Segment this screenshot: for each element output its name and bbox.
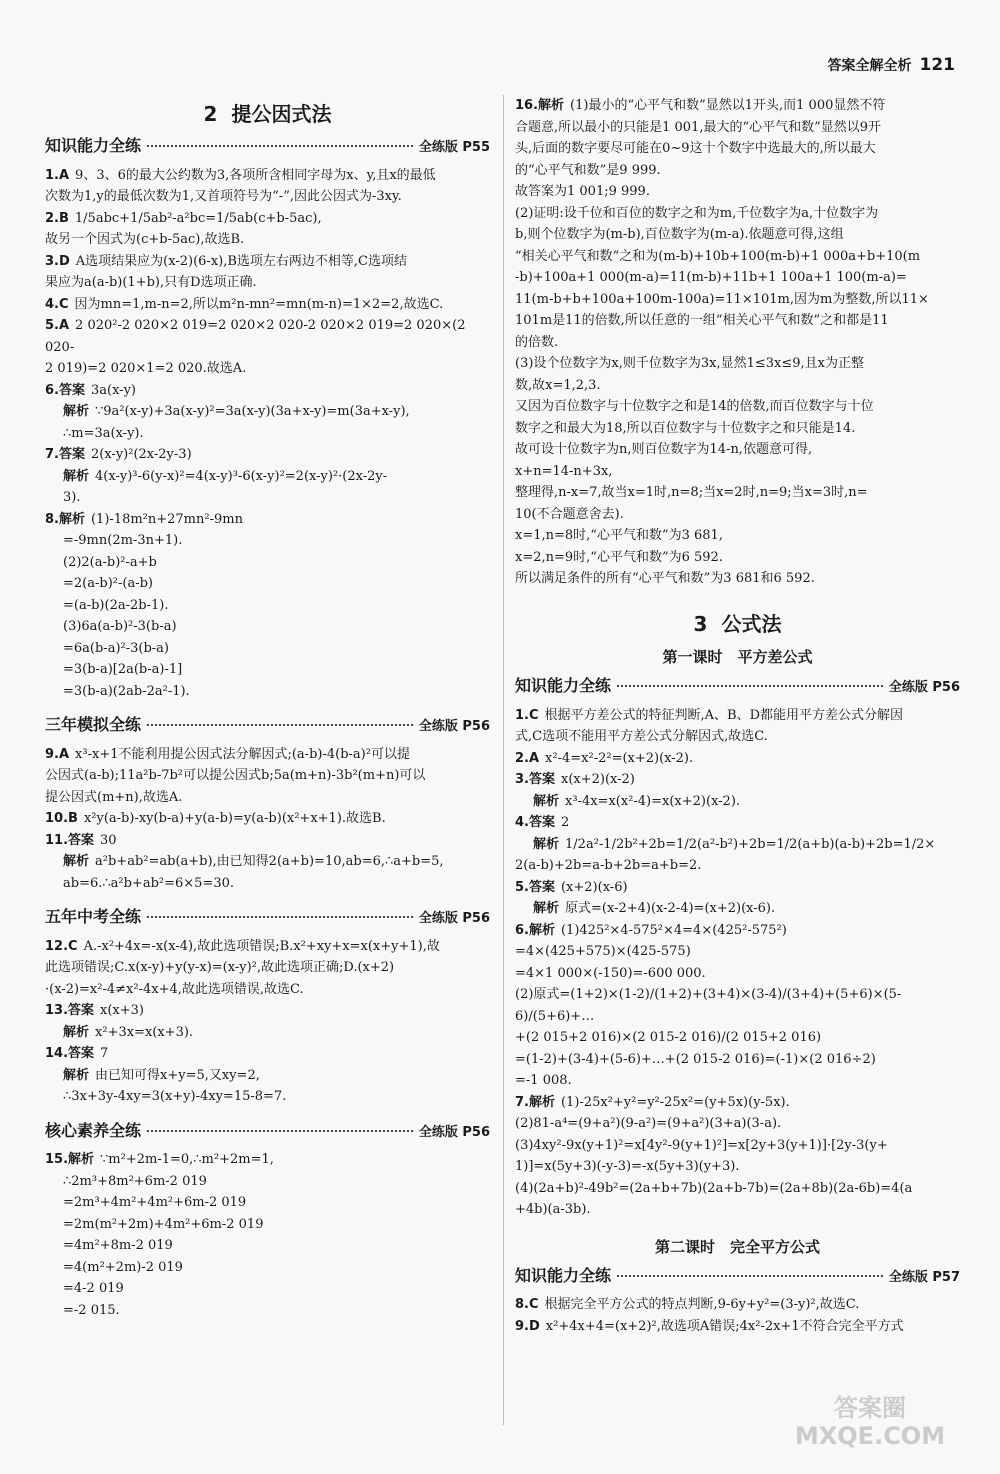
- answer-line: [45, 315, 490, 358]
- answer-label: 9.D: [515, 1318, 540, 1334]
- answer-line: [515, 1070, 960, 1092]
- answer-line: [45, 1214, 490, 1236]
- answer-line: [45, 1235, 490, 1257]
- answer-line: [515, 160, 960, 182]
- answer-text: 果应为a(a-b)(1+b),只有D选项正确.: [45, 275, 257, 290]
- answer-line: [515, 482, 960, 504]
- answer-label: 10.B: [45, 811, 78, 826]
- answer-text: =(a-b)(2a-2b-1).: [63, 597, 169, 613]
- answer-text: x(x+2)(x-2): [560, 772, 635, 787]
- answer-line: [515, 1156, 960, 1178]
- answer-line: [45, 659, 490, 681]
- section-page-ref: 全练版 P57: [888, 1269, 960, 1285]
- answer-text: 此选项错误;C.x(x-y)+y(y-x)=(x-y)²,故此选项正确;D.(x+2): [45, 960, 395, 975]
- section-title: 核心素养全练: [45, 1120, 142, 1140]
- answer-text: (x+2)(x-6): [560, 879, 628, 895]
- answer-text: A选项结果应为(x-2)(6-x),B选项左右两边不相等,C选项结: [75, 253, 407, 269]
- answer-text: ∵m²+2m-1=0,∴m²+2m=1,: [100, 1152, 274, 1167]
- right-column-top: [515, 95, 960, 590]
- answer-line: [515, 547, 960, 569]
- answer-text: 故另一个因式为(c+b-5ac),故选B.: [45, 232, 245, 247]
- answer-line: [515, 203, 960, 225]
- answer-line: [45, 530, 490, 552]
- answer-line: [515, 375, 960, 397]
- answer-label: 解析: [533, 836, 560, 852]
- answer-text: =4×(425+575)×(425-575): [515, 944, 691, 959]
- answer-line: [45, 1149, 490, 1171]
- answer-text: x³-x+1不能利用提公因式法分解因式;(a-b)-4(b-a)²可以提: [75, 746, 410, 762]
- answer-text: 101m是11的倍数,所以任意的一组“相关心平气和数”之和都是11: [515, 313, 889, 328]
- answer-line: [45, 936, 490, 958]
- answer-text: =4-2 019: [63, 1281, 124, 1296]
- answer-text: -b)+100a+1 000(m-a)=11(m-b)+11b+1 100a+1 100(m-a)=: [515, 270, 907, 285]
- answer-line: [45, 423, 490, 445]
- lesson-1-title: 第一课时 平方差公式: [662, 648, 813, 666]
- answer-label: 11.答案: [45, 832, 95, 848]
- section-heading: [45, 1120, 490, 1144]
- answer-line: [515, 461, 960, 483]
- answer-text: 的倍数.: [515, 334, 559, 350]
- answer-text: 数字之和最大为18,所以百位数字与十位数字之和只能是14.: [515, 420, 856, 436]
- answer-text: 的“心平气和数”是9 999.: [515, 162, 661, 178]
- section-title: 知识能力全练: [515, 676, 612, 695]
- answer-line: [515, 224, 960, 246]
- answer-line: [45, 1171, 490, 1193]
- answer-line: [45, 444, 490, 466]
- answer-line: [515, 984, 960, 1027]
- answer-text: 所以满足条件的所有“心平气和数”为3 681和6 592.: [515, 571, 815, 586]
- answer-text: “相关心平气和数”之和为(m-b)+10b+100(m-b)+1 000a+b+10(m: [515, 248, 921, 264]
- answer-line: [45, 851, 490, 873]
- answer-line: [515, 568, 960, 590]
- answer-text: =-1 008.: [515, 1073, 572, 1088]
- answer-text: +(2 015+2 016)×(2 015-2 016)/(2 015+2 016): [515, 1030, 822, 1045]
- answer-text: 1/2a²-1/2b²+2b=1/2(a²-b²)+2b=1/2(a+b)(a-b)+2b=1/2×: [565, 836, 936, 852]
- section-heading: [515, 675, 960, 699]
- answer-text: 2 019)=2 020×1=2 020.故选A.: [45, 361, 247, 376]
- answer-text: =(1-2)+(3-4)+(5-6)+…+(2 015-2 016)=(-1)×(2 016÷2): [515, 1051, 876, 1067]
- answer-label: 3.D: [45, 253, 70, 269]
- answer-label: 解析: [63, 1067, 90, 1083]
- spacer: [45, 1108, 490, 1114]
- answer-line: [515, 834, 960, 856]
- answer-text: 30: [100, 832, 117, 848]
- answer-line: [515, 439, 960, 461]
- answer-text: 4(x-y)³-6(y-x)²=4(x-y)³-6(x-y)²=2(x-y)²·(2x-2y-: [95, 468, 388, 484]
- answer-line: [45, 165, 490, 187]
- answer-line: [515, 705, 960, 727]
- answer-text: x(x+3): [100, 1003, 145, 1018]
- answer-line: [515, 1199, 960, 1221]
- answer-text: (1)-25x²+y²=y²-25x²=(y+5x)(y-5x).: [560, 1094, 790, 1110]
- answer-label: 5.A: [45, 318, 70, 333]
- answer-line: [515, 1113, 960, 1135]
- answer-line: [515, 138, 960, 160]
- answer-line: [515, 898, 960, 920]
- answer-line: [45, 229, 490, 251]
- answer-text: A.-x²+4x=-x(x-4),故此选项错误;B.x²+xy+x=x(x+y+1),故: [83, 938, 440, 954]
- answer-label: 13.答案: [45, 1003, 95, 1018]
- answer-text: 故可设十位数字为n,则百位数字为14-n,依题意可得,: [515, 442, 813, 457]
- answer-line: [45, 1300, 490, 1322]
- answer-text: 头,后面的数字要尽可能在0~9这十个数字中选最大的,所以最大: [515, 141, 876, 156]
- header-title: 答案全解全析: [827, 58, 912, 74]
- section-page-ref: 全练版 P56: [418, 719, 490, 734]
- answer-label: 解析: [63, 468, 90, 484]
- answer-label: 解析: [63, 1024, 90, 1040]
- page-header: [555, 55, 955, 78]
- answer-text: 又因为百位数字与十位数字之和是14的倍数,而百位数字与十位: [515, 399, 874, 414]
- answer-label: 1.C: [515, 707, 539, 723]
- answer-line: [515, 1135, 960, 1157]
- answer-label: 解析: [63, 854, 90, 869]
- answer-line: [45, 1086, 490, 1108]
- answer-text: a²b+ab²=ab(a+b),由已知得2(a+b)=10,ab=6,∴a+b=5,: [95, 854, 444, 869]
- right-column-bottom: [515, 605, 960, 1337]
- answer-text: 7: [100, 1046, 109, 1061]
- answer-text: x=1,n=8时,“心平气和数”为3 681,: [515, 528, 723, 543]
- answer-text: =3(b-a)(2ab-2a²-1).: [63, 683, 190, 699]
- answer-text: x+n=14-n+3x,: [515, 463, 613, 479]
- answer-line: [515, 748, 960, 770]
- answer-line: [515, 941, 960, 963]
- answer-line: [45, 638, 490, 660]
- answer-label: 14.答案: [45, 1046, 95, 1061]
- answer-line: [45, 808, 490, 830]
- answer-label: 15.解析: [45, 1152, 95, 1167]
- answer-text: 由已知可得x+y=5,又xy=2,: [95, 1067, 260, 1083]
- answer-text: 1/5abc+1/5ab²-a²bc=1/5ab(c+b-5ac),: [74, 210, 322, 226]
- answer-line: [515, 418, 960, 440]
- answer-line: [45, 487, 490, 509]
- answer-line: [45, 830, 490, 852]
- section-page-ref: 全练版 P56: [888, 680, 960, 695]
- answer-label: 4.C: [45, 296, 69, 312]
- answer-line: [45, 1022, 490, 1044]
- answer-text: =-2 015.: [63, 1302, 120, 1318]
- section-title: 三年模拟全练: [45, 715, 142, 734]
- answer-text: ∴3x+3y-4xy=3(x+y)-4xy=15-8=7.: [63, 1089, 287, 1104]
- answer-label: 7.答案: [45, 447, 85, 462]
- section-title: 知识能力全练: [515, 1265, 612, 1285]
- answer-text: 2(x-y)²(2x-2y-3): [90, 447, 192, 462]
- answer-line: [45, 787, 490, 809]
- answer-line: [515, 769, 960, 791]
- answer-label: 1.A: [45, 167, 70, 183]
- answer-line: [45, 573, 490, 595]
- section-heading: [45, 135, 490, 159]
- spacer: [45, 702, 490, 708]
- answer-text: ·(x-2)=x²-4≠x²-4x+4,故此选项错误,故选C.: [45, 981, 304, 997]
- spacer: [45, 894, 490, 900]
- answer-line: [45, 979, 490, 1001]
- answer-text: =4m²+8m-2 019: [63, 1238, 173, 1253]
- right-section-2: [515, 1265, 960, 1338]
- page-number: 121: [919, 55, 955, 75]
- answer-line: [45, 765, 490, 787]
- answer-text: 数,故x=1,2,3.: [515, 377, 601, 393]
- left-sections: [45, 135, 490, 1321]
- answer-line: [45, 466, 490, 488]
- answer-line: [515, 1027, 960, 1049]
- answer-text: =-9mn(2m-3n+1).: [63, 533, 183, 548]
- problem-16-solution: [515, 95, 960, 590]
- answer-text: (1)最小的“心平气和数”显然以1开头,而1 000显然不符: [570, 98, 886, 113]
- answer-line: [45, 186, 490, 208]
- answer-text: x²+4x+4=(x+2)²,故选项A错误;4x²-2x+1不符合完全平方式: [545, 1318, 904, 1334]
- answer-text: ∵9a²(x-y)+3a(x-y)²=3a(x-y)(3a+x-y)=m(3a+x-y),: [95, 404, 410, 419]
- answer-line: [515, 963, 960, 985]
- answer-label: 解析: [533, 901, 560, 916]
- dotted-leader: [147, 145, 413, 147]
- answer-text: 合题意,所以最小的只能是1 001,最大的“心平气和数”显然以9开: [515, 119, 882, 135]
- answer-text: (4)(2a+b)²-49b²=(2a+b+7b)(2a+b-7b)=(2a+8b)(2a-6b)=4(a: [515, 1180, 913, 1196]
- answer-text: 故答案为1 001;9 999.: [515, 184, 650, 199]
- answer-text: =2m(m²+2m)+4m²+6m-2 019: [63, 1216, 264, 1232]
- answer-text: (1)-18m²n+27mn²-9mn: [90, 511, 243, 527]
- answer-text: 2(a-b)+2b=a-b+2b=a+b=2.: [515, 858, 702, 873]
- watermark-logo: 答案圈 MXQE.COM: [794, 1394, 946, 1450]
- answer-label: 9.A: [45, 746, 70, 762]
- section-heading: [45, 906, 490, 930]
- answer-line: [515, 920, 960, 942]
- answer-line: [45, 1257, 490, 1279]
- answer-text: 2: [560, 815, 570, 830]
- answer-line: [45, 616, 490, 638]
- answer-text: x=2,n=9时,“心平气和数”为6 592.: [515, 549, 723, 565]
- answer-text: 原式=(x-2+4)(x-2-4)=(x+2)(x-6).: [565, 901, 776, 916]
- answer-text: 3a(x-y): [90, 382, 136, 398]
- answer-line: [45, 251, 490, 273]
- answer-line: [515, 1178, 960, 1200]
- answer-text: 10(不合题意舍去).: [515, 506, 624, 522]
- answer-text: 整理得,n-x=7,故当x=1时,n=8;当x=2时,n=9;当x=3时,n=: [515, 485, 868, 500]
- column-divider: [503, 95, 504, 1425]
- answer-label: 12.C: [45, 938, 78, 954]
- answer-line: [515, 267, 960, 289]
- answer-line: [45, 552, 490, 574]
- answer-text: b,则个位数字为(m-b),百位数字为(m-a).依题意可得,这组: [515, 227, 844, 242]
- answer-line: [515, 95, 960, 117]
- answer-text: 因为mn=1,m-n=2,所以m²n-mn²=mn(m-n)=1×2=2,故选C.: [74, 296, 444, 312]
- answer-text: =2(a-b)²-(a-b): [63, 576, 153, 591]
- dotted-leader: [617, 685, 883, 687]
- answer-line: [45, 272, 490, 294]
- answer-line: [45, 208, 490, 230]
- section-title: 五年中考全练: [45, 907, 142, 926]
- answer-text: (1)425²×4-575²×4=4×(425²-575²): [560, 922, 787, 938]
- dotted-leader: [147, 724, 413, 726]
- answer-text: 式,C选项不能用平方差公式分解因式,故选C.: [515, 729, 768, 744]
- answer-text: x³-4x=x(x²-4)=x(x+2)(x-2).: [565, 793, 741, 809]
- answer-line: [515, 289, 960, 311]
- answer-text: 根据完全平方公式的特点判断,9-6y+y²=(3-y)²,故选C.: [544, 1297, 860, 1312]
- answer-line: [45, 1043, 490, 1065]
- answer-line: [515, 332, 960, 354]
- answer-line: [45, 1278, 490, 1300]
- answer-line: [515, 726, 960, 748]
- dotted-leader: [617, 1275, 883, 1277]
- answer-text: (2)原式=(1+2)×(1-2)/(1+2)+(3+4)×(3-4)/(3+4)+(5+6)×(5-6)/(5+6)+…: [515, 987, 902, 1024]
- answer-text: 次数为1,y的最低次数为1,又首项符号为“-”,因此公因式为-3xy.: [45, 189, 402, 204]
- answer-text: 2 020²-2 020×2 019=2 020×2 020-2 020×2 019=2 020×(2 020-: [45, 318, 466, 355]
- answer-line: [45, 1192, 490, 1214]
- answer-text: =4×1 000×(-150)=-600 000.: [515, 965, 706, 981]
- answer-text: 11(m-b+b+100a+100m-100a)=11×101m,因为m为整数,所以11×: [515, 291, 929, 307]
- answer-line: [45, 294, 490, 316]
- answer-text: (3)6a(a-b)²-3(b-a): [63, 619, 177, 634]
- answer-line: [45, 1000, 490, 1022]
- dotted-leader: [147, 1130, 413, 1132]
- answer-line: [45, 358, 490, 380]
- answer-text: ∴2m³+8m²+6m-2 019: [63, 1173, 207, 1189]
- answer-text: (2)2(a-b)²-a+b: [63, 554, 157, 570]
- answer-text: +4b)(a-3b).: [515, 1202, 591, 1217]
- answer-text: 提公因式(m+n),故选A.: [45, 789, 183, 805]
- answer-text: =3(b-a)[2a(b-a)-1]: [63, 662, 183, 677]
- answer-line: [45, 744, 490, 766]
- answer-line: [515, 246, 960, 268]
- section-page-ref: 全练版 P55: [418, 140, 490, 155]
- answer-text: =2m³+4m²+4m²+6m-2 019: [63, 1195, 247, 1210]
- answer-label: 6.解析: [515, 922, 555, 938]
- answer-text: =4(m²+2m)-2 019: [63, 1259, 183, 1275]
- answer-label: 4.答案: [515, 815, 555, 830]
- section-title: 知识能力全练: [45, 136, 142, 155]
- answer-label: 解析: [533, 793, 560, 809]
- dotted-leader: [147, 916, 413, 918]
- answer-text: x²+3x=x(x+3).: [95, 1024, 194, 1040]
- answer-line: [45, 681, 490, 703]
- answer-label: 6.答案: [45, 382, 85, 398]
- answer-line: [45, 509, 490, 531]
- answer-text: =6a(b-a)²-3(b-a): [63, 640, 170, 656]
- answer-text: x²y(a-b)-xy(b-a)+y(a-b)=y(a-b)(x²+x+1).故选B.: [83, 811, 386, 826]
- answer-line: [515, 1092, 960, 1114]
- answer-label: 7.解析: [515, 1094, 555, 1110]
- answer-text: ∴m=3a(x-y).: [63, 425, 144, 441]
- answer-label: 3.答案: [515, 772, 555, 787]
- answer-text: 公因式(a-b);11a²b-7b²可以提公因式b;5a(m+n)-3b²(m+n)可以: [45, 768, 426, 783]
- section-page-ref: 全练版 P56: [418, 911, 490, 926]
- section-heading: [45, 714, 490, 738]
- answer-text: (3)4xy²-9x(y+1)²=x[4y²-9(y+1)²]=x[2y+3(y+1)]·[2y-3(y+: [515, 1137, 888, 1153]
- answer-line: [45, 595, 490, 617]
- answer-line: [515, 504, 960, 526]
- chapter-title-2: 2 提公因式法: [203, 102, 332, 126]
- answer-line: [515, 396, 960, 418]
- lesson-2-title: 第二课时 完全平方公式: [654, 1237, 820, 1256]
- answer-line: [515, 1294, 960, 1316]
- answer-text: 1)]=x(5y+3)(-y-3)=-x(5y+3)(y+3).: [515, 1159, 740, 1174]
- answer-label: 5.答案: [515, 879, 555, 895]
- answer-text: (2)证明:设千位和百位的数字之和为m,千位数字为a,十位数字为: [515, 205, 879, 221]
- answer-text: 根据平方差公式的特征判断,A、B、D都能用平方差公式分解因: [544, 707, 904, 723]
- right-section-1: [515, 675, 960, 1221]
- answer-line: [515, 877, 960, 899]
- answer-label: 2.A: [515, 750, 540, 766]
- answer-line: [45, 380, 490, 402]
- answer-text: 3).: [63, 490, 81, 505]
- answer-text: ab=6.∴a²b+ab²=6×5=30.: [63, 875, 234, 891]
- answer-line: [515, 1049, 960, 1071]
- chapter-title-3: 3 公式法: [693, 612, 782, 636]
- answer-line: [45, 1065, 490, 1087]
- section-page-ref: 全练版 P56: [418, 1124, 490, 1140]
- answer-line: [515, 812, 960, 834]
- left-column: [45, 95, 490, 1321]
- answer-line: [515, 310, 960, 332]
- answer-text: x²-4=x²-2²=(x+2)(x-2).: [545, 750, 694, 766]
- answer-line: [45, 873, 490, 895]
- answer-label: 8.C: [515, 1297, 539, 1312]
- answer-line: [515, 1316, 960, 1338]
- answer-line: [515, 791, 960, 813]
- answer-label: 解析: [63, 404, 90, 419]
- answer-label: 16.解析: [515, 98, 565, 113]
- answer-text: (3)设个位数字为x,则千位数字为3x,显然1≤3x≤9,且x为正整: [515, 356, 865, 371]
- section-heading: [515, 1265, 960, 1289]
- answer-line: [515, 181, 960, 203]
- answer-line: [515, 353, 960, 375]
- answer-line: [515, 855, 960, 877]
- answer-text: 9、3、6的最大公约数为3,各项所含相同字母为x、y,且x的最低: [75, 167, 436, 183]
- answer-line: [515, 117, 960, 139]
- answer-label: 2.B: [45, 210, 69, 226]
- answer-line: [515, 525, 960, 547]
- answer-line: [45, 957, 490, 979]
- answer-label: 8.解析: [45, 511, 85, 527]
- answer-line: [45, 401, 490, 423]
- answer-text: (2)81-a⁴=(9+a²)(9-a²)=(9+a²)(3+a)(3-a).: [515, 1116, 782, 1131]
